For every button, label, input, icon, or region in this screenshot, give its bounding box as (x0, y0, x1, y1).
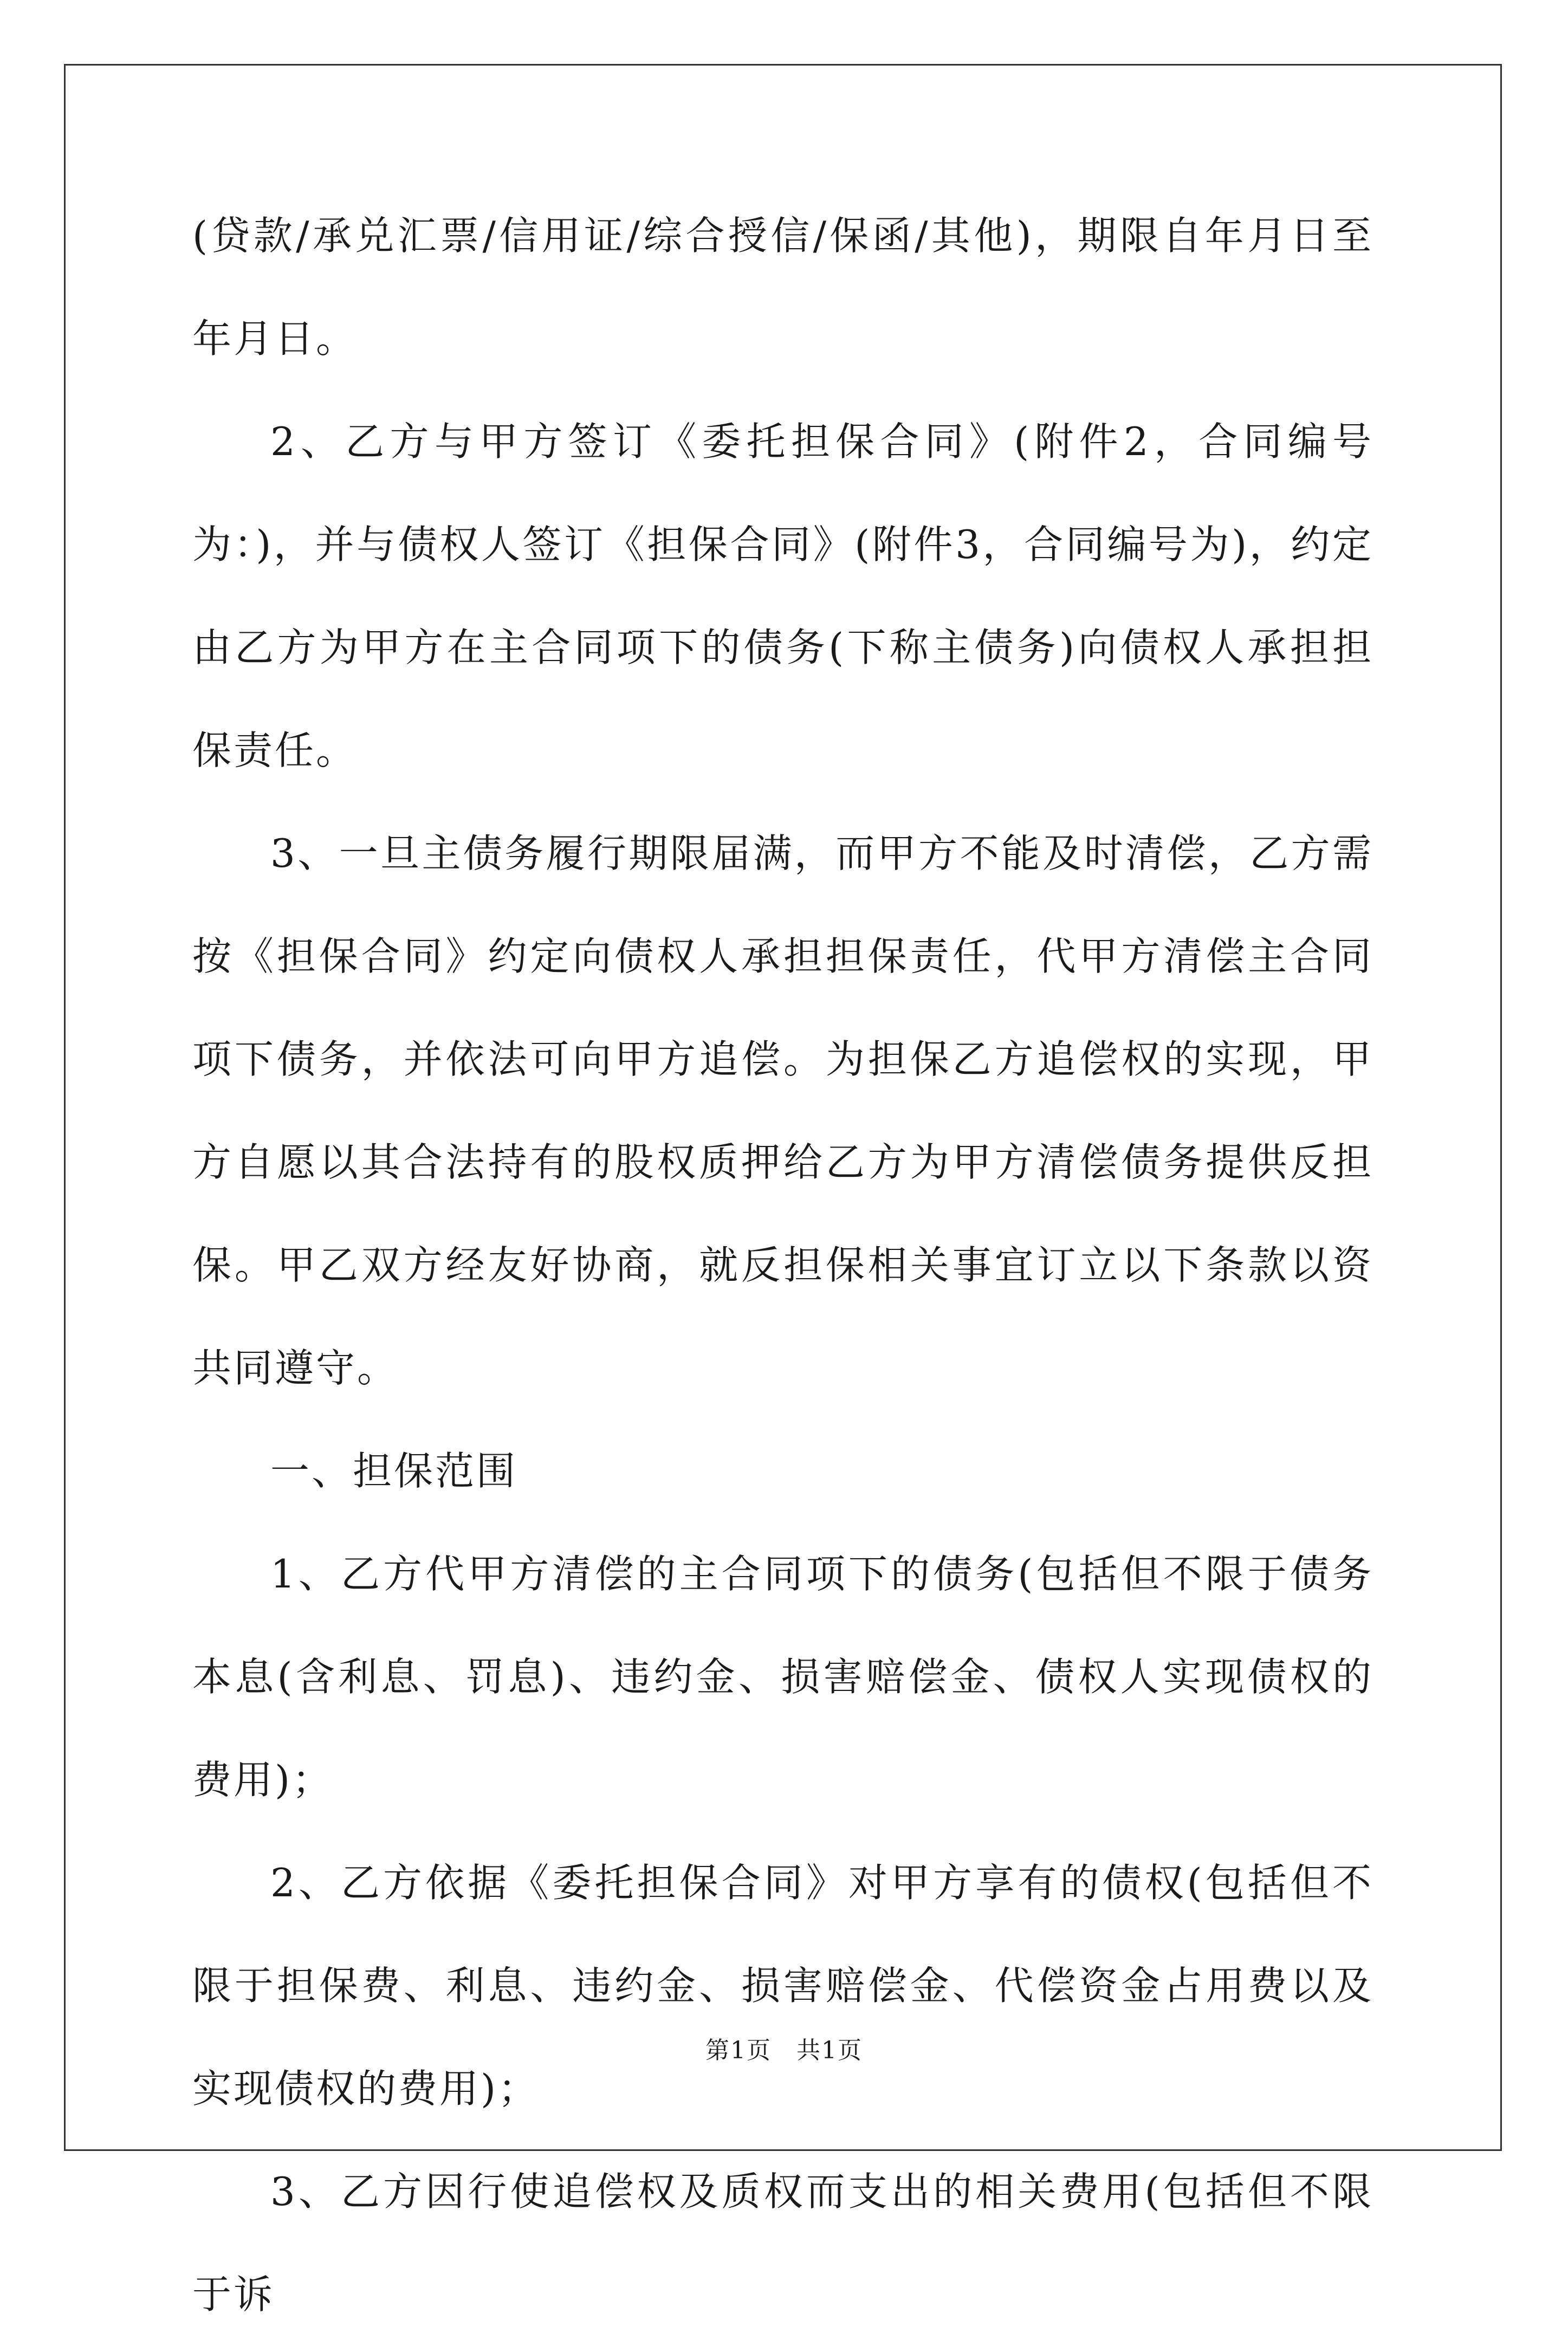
paragraph-1: (贷款/承兑汇票/信用证/综合授信/保函/其他)，期限自年月日至年月日。 (192, 213, 1373, 361)
page-number-footer: 第1页 共1页 (705, 2037, 863, 2064)
paragraph-scope-3: 3、乙方因行使追偿权及质权而支出的相关费用(包括但不限于诉 (192, 2169, 1373, 2317)
paragraph-scope-1: 1、乙方代甲方清偿的主合同项下的债务(包括但不限于债务本息(含利息、罚息)、违约金、损害赔偿金、债权人实现债权的费用)； (192, 1551, 1373, 1803)
document-body (192, 184, 1373, 2346)
paragraph-3: 3、一旦主债务履行期限届满，而甲方不能及时清偿，乙方需按《担保合同》约定向债权人承担担保责任，代甲方清偿主合同项下债务，并依法可向甲方追偿。为担保乙方追偿权的实现，甲方自愿以其合法持有的股权质押给乙方为甲方清偿债务提供反担保。甲乙双方经友好协商，就反担保相关事宜订立以下条款以资共同遵守。 (192, 831, 1373, 1391)
paragraph-2: 2、乙方与甲方签订《委托担保合同》(附件2，合同编号为：)，并与债权人签订《担保合同》(附件3，合同编号为)，约定由乙方为甲方在主合同项下的债务(下称主债务)向债权人承担担保责任。 (192, 419, 1373, 773)
paragraph-scope-2: 2、乙方依据《委托担保合同》对甲方享有的债权(包括但不限于担保费、利息、违约金、损害赔偿金、代偿资金占用费以及实现债权的费用)； (192, 1860, 1373, 2111)
section-heading-guarantee-scope: 一、担保范围 (270, 1448, 518, 1494)
